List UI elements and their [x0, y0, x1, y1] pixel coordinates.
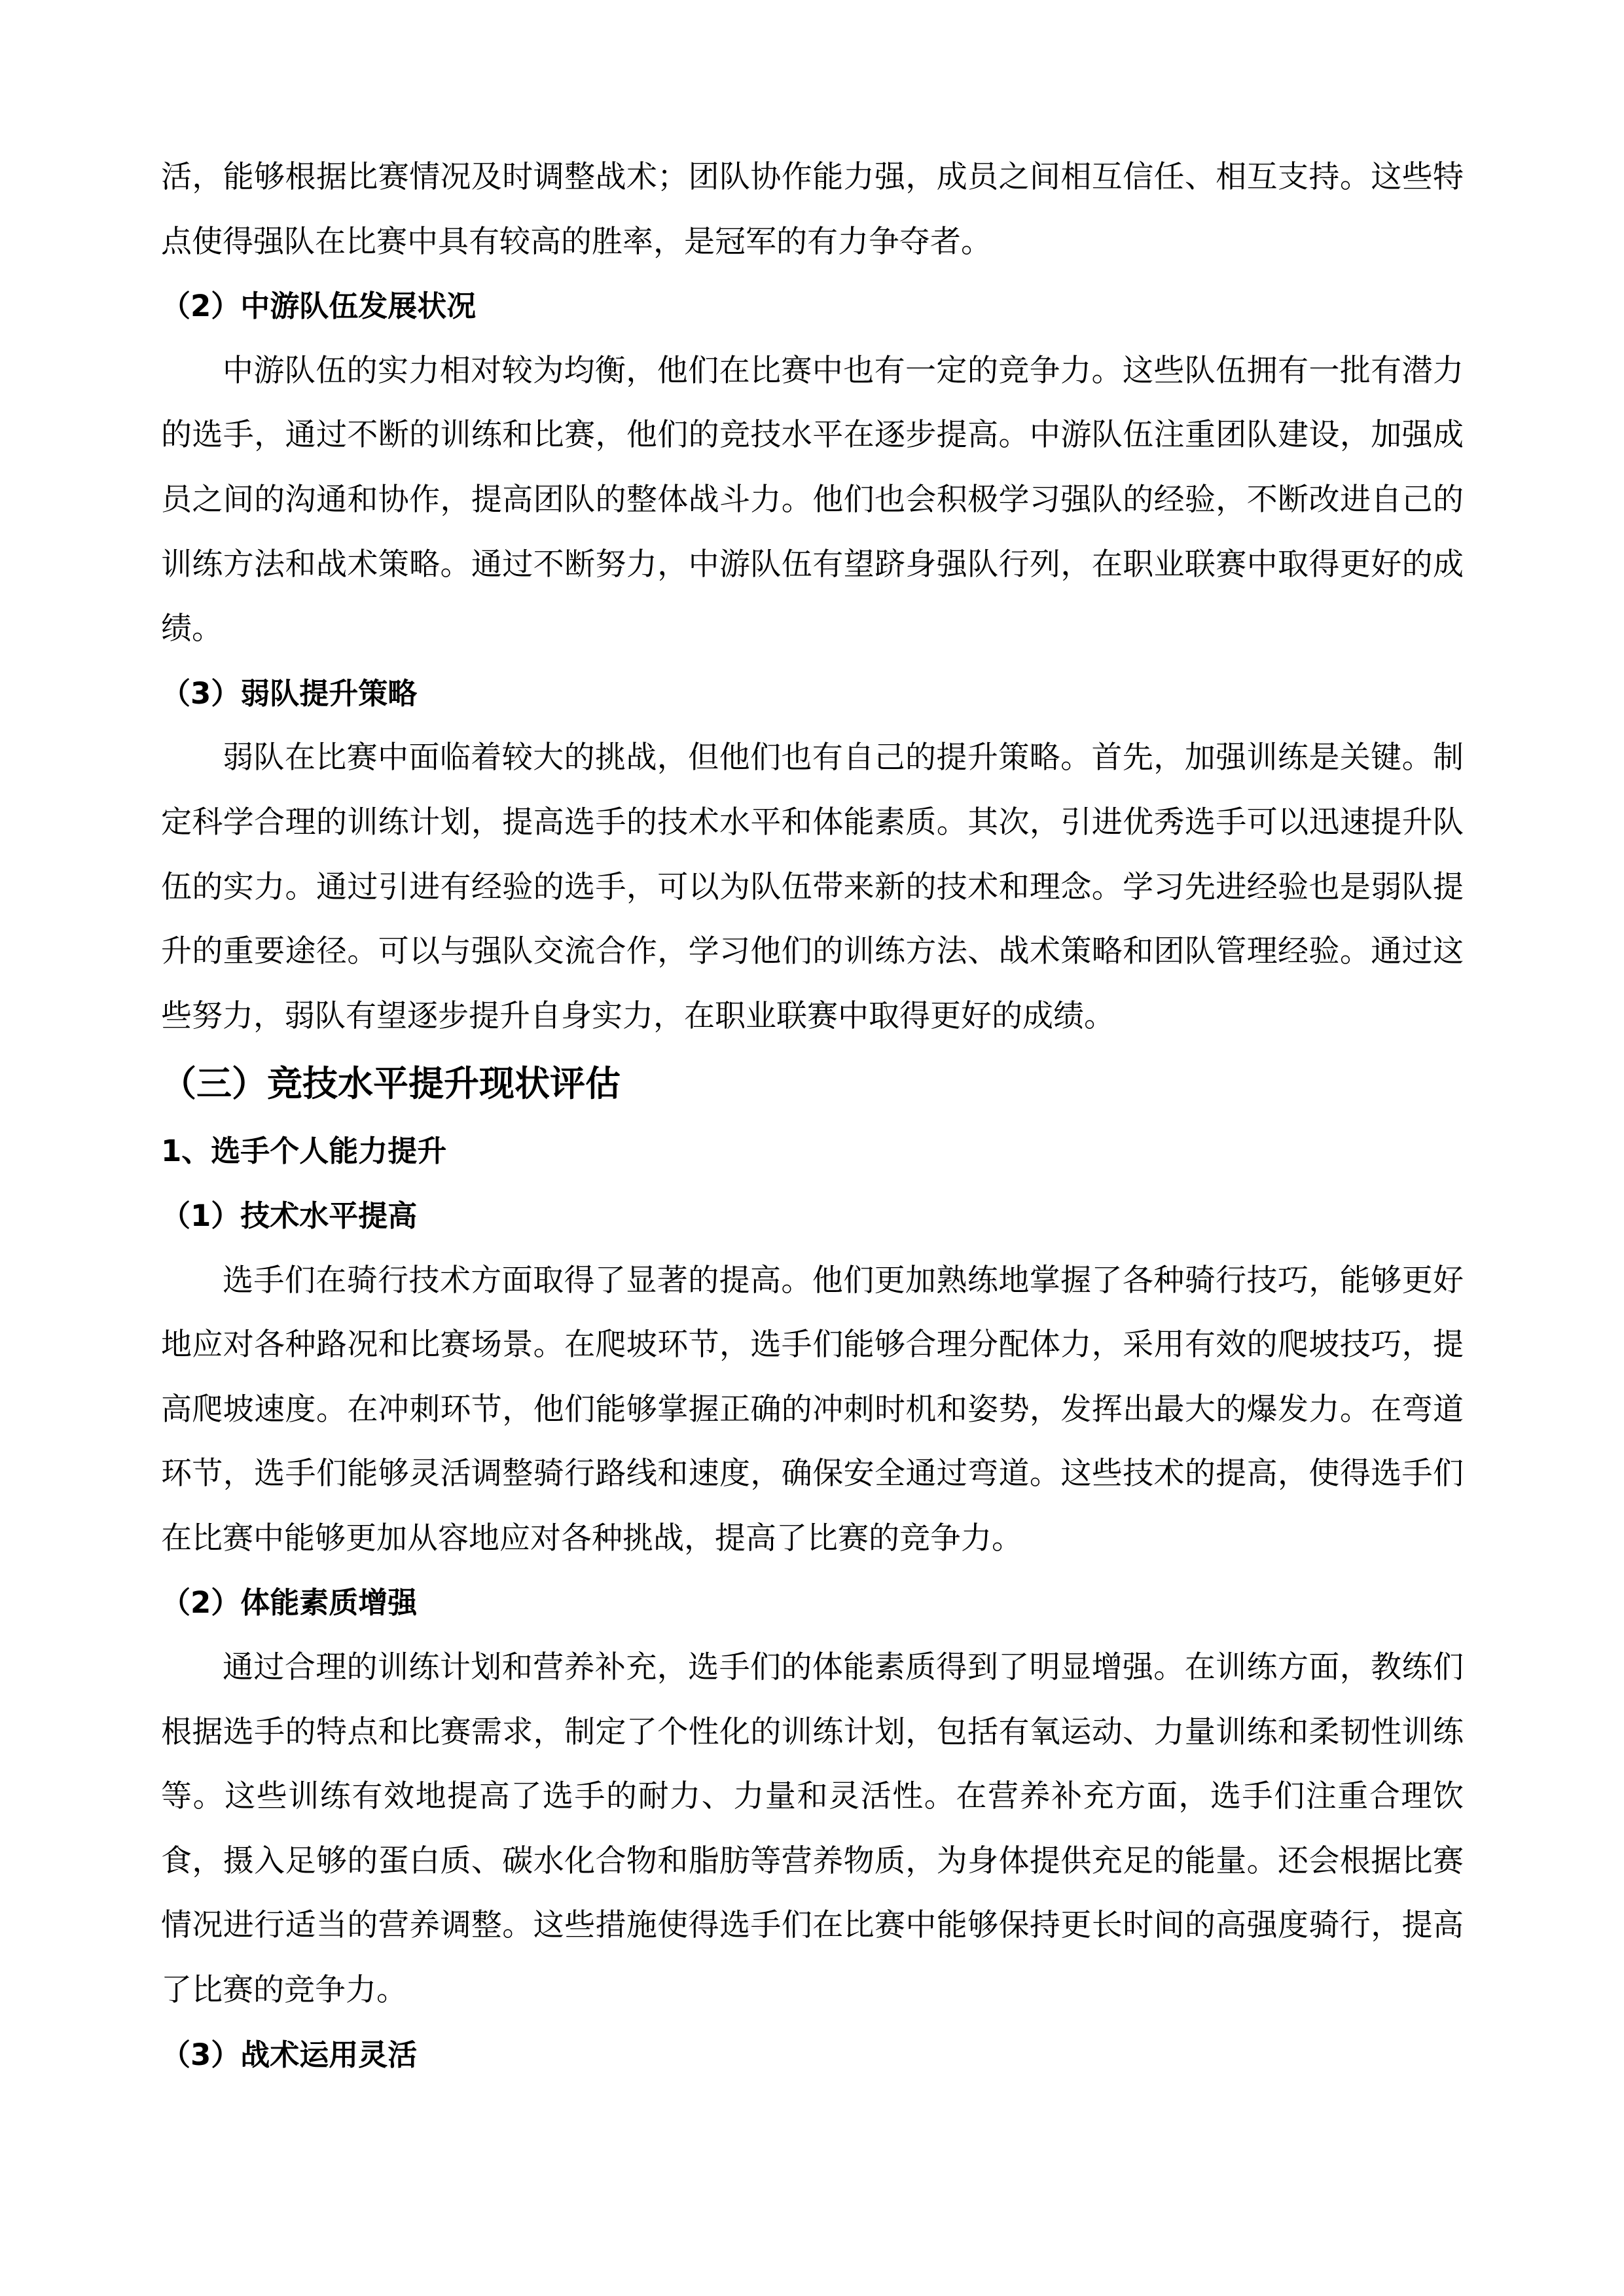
heading-mid-teams: （2）中游队伍发展状况 [161, 289, 477, 324]
heading-fitness: （2）体能素质增强 [161, 1585, 418, 1621]
paragraph-technique: 选手们在骑行技术方面取得了显著的提高。他们更加熟练地掌握了各种骑行技巧，能够更好地应对各种路况和比赛场景。在爬坡环节，选手们能够合理分配体力，采用有效的爬坡技巧，提高爬坡速度。在冲刺环节，他们能够掌握正确的冲刺时机和姿势，发挥出最大的爆发力。在弯道环节，选手们能够灵活调整骑行路线和速度，确保安全通过弯道。这些技术的提高，使得选手们在比赛中能够更加从容地应对各种挑战，提高了比赛的竞争力。 [161, 1262, 1464, 1556]
paragraph-fitness: 通过合理的训练计划和营养补充，选手们的体能素质得到了明显增强。在训练方面，教练们根据选手的特点和比赛需求，制定了个性化的训练计划，包括有氧运动、力量训练和柔韧性训练等。这些训练有效地提高了选手的耐力、力量和灵活性。在营养补充方面，选手们注重合理饮食，摄入足够的蛋白质、碳水化合物和脂肪等营养物质，为身体提供充足的能量。还会根据比赛情况进行适当的营养调整。这些措施使得选手们在比赛中能够保持更长时间的高强度骑行，提高了比赛的竞争力。 [161, 1649, 1464, 2009]
paragraph-mid-teams: 中游队伍的实力相对较为均衡，他们在比赛中也有一定的竞争力。这些队伍拥有一批有潜力的选手，通过不断的训练和比赛，他们的竞技水平在逐步提高。中游队伍注重团队建设，加强成员之间的沟通和协作，提高团队的整体战斗力。他们也会积极学习强队的经验，不断改进自己的训练方法和战术策略。通过不断努力，中游队伍有望跻身强队行列，在职业联赛中取得更好的成绩。 [161, 352, 1464, 647]
heading-technique: （1）技术水平提高 [161, 1198, 418, 1233]
heading-tactics: （3）战术运用灵活 [161, 2037, 418, 2072]
heading-weak-teams: （3）弱队提升策略 [161, 675, 418, 711]
paragraph-weak-teams: 弱队在比赛中面临着较大的挑战，但他们也有自己的提升策略。首先，加强训练是关键。制定科学合理的训练计划，提高选手的技术水平和体能素质。其次，引进优秀选手可以迅速提升队伍的实力。通过引进有经验的选手，可以为队伍带来新的技术和理念。学习先进经验也是弱队提升的重要途径。可以与强队交流合作，学习他们的训练方法、战术策略和团队管理经验。通过这些努力，弱队有望逐步提升自身实力，在职业联赛中取得更好的成绩。 [161, 740, 1464, 1034]
subsection-title: 1、选手个人能力提升 [161, 1134, 447, 1169]
paragraph-continuation: 活，能够根据比赛情况及时调整战术；团队协作能力强，成员之间相互信任、相互支持。这些特点使得强队在比赛中具有较高的胜率，是冠军的有力争夺者。 [161, 159, 1464, 260]
page-content [161, 145, 1464, 2087]
section-title: （三）竞技水平提升现状评估 [161, 1063, 621, 1105]
